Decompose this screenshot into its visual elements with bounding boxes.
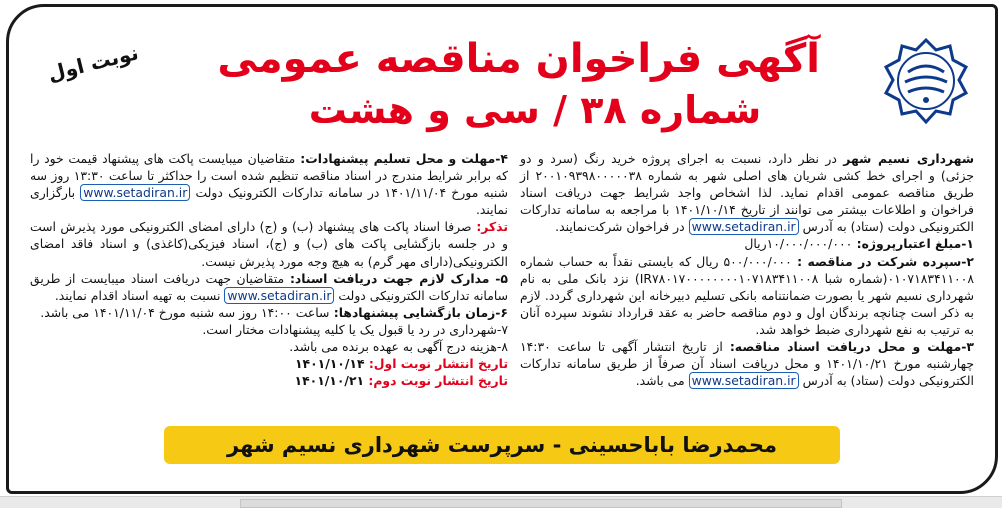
item-1 [520,235,974,252]
intro-text-end: در فراخوان شرکت‌نمایند. [555,219,689,235]
intro-text: در نظر دارد، نسبت به اجرای پروژه خرید رنگ (سرد و دو جزئی) و اجرای خط کشی شریان های اصلی شهر به شماره ۲۰۰۱۰۹۳۹۸۰۰۰۰۰۳۸ از طریق مناقصه عمومی اقدام نماید. لذا اشخاص واجد شرایط جهت دریافت اسناد فراخوان و اطلاعات بیشتر می توانند از تاریخ ۱۴۰۱/۱۰/۱۴ با مراجعه به سامانه تدارکات الکترونیکی دولت (ستاد) به آدرس [520,151,974,235]
item-5-heading: ۵- مدارک لازم جهت دریافت اسناد: [284,270,508,286]
item-4-text-end: بارگزاری نمایند. [30,185,508,218]
publish-date-2 [30,372,508,389]
notice-number: شماره ۳۸ / سی و هشت [308,88,762,132]
publish-date-2-label: تاریخ انتشار نوبت دوم: [364,373,508,389]
item-4-heading: ۴-مهلت و محل تسلیم پیشنهادات: [295,151,508,166]
item-1-heading: ۱-مبلغ اعتبارپروژه: [852,236,974,252]
item-4-text: متقاضیان میبایست پاکت های پیشنهاد قیمت خود را که برابر شرایط مندرج در اسناد مناقصه تنظیم شده است را حداکثر تا ساعت ۱۳:۳۰ روز سه شنبه مورخ ۱۴۰۱/۱۱/۰۴ در سامانه تدارکات الکترونیک دولت [30,151,509,201]
note-text: صرفا اسناد پاکت های پیشنهاد (ب) و (ج) دارای امضای الکترونیکی مورد پذیرش است و در جلسه بازگشایی پاکت های (ب) و (ج)، اسناد فیزیکی(کاغذی) و اسناد فاقد امضای الکترونیکی(دارای مهر گرم) به هیچ وجه مورد پذیرش نیست. [30,219,508,269]
municipality-logo [883,38,969,124]
setadiran-link[interactable]: www.setadiran.ir [689,372,799,389]
item-3-heading: ۳-مهلت و محل دریافت اسناد مناقصه: [722,339,974,355]
item-2 [520,253,974,338]
setadiran-link[interactable]: www.setadiran.ir [80,184,190,201]
item-6 [30,304,508,321]
item-5-text-end: نسبت به تهیه اسناد اقدام نمایند. [54,287,225,303]
publish-date-2-value: ۱۴۰۱/۱۰/۲۱ [294,373,365,389]
signature-banner: محمدرضا باباحسینی - سرپرست شهرداری نسیم شهر [164,426,840,464]
item-3-text: از تاریخ انتشار آگهی تا ساعت ۱۴:۳۰ چهارشنبه مورخ ۱۴۰۱/۱۰/۲۱ و محل دریافت اسناد آن صرفاً از طریق سامانه تدارکات الکترونیکی دولت (ستاد) به آدرس [520,339,974,389]
item-3 [520,338,974,389]
item-7: ۷-شهرداری در رد یا قبول یک یا کلیه پیشنهادات مختار است. [202,321,508,337]
left-column [30,150,508,389]
note [30,218,508,269]
publish-date-1 [30,355,508,372]
publish-date-1-label: تاریخ انتشار نوبت اول: [364,356,508,372]
intro-org: شهرداری نسیم شهر [843,151,975,166]
setadiran-link[interactable]: www.setadiran.ir [224,287,334,304]
item-6-text: ساعت ۱۴:۰۰ روز سه شنبه مورخ ۱۴۰۱/۱۱/۰۴ می باشد. [40,304,330,320]
publish-date-1-value: ۱۴۰۱/۱۰/۱۴ [294,356,365,372]
item-2-heading: ۲-سپرده شرکت در مناقصه : [791,253,974,269]
bottom-scrollbar[interactable] [0,496,1002,508]
item-6-heading: ۶-زمان بازگشایی پیشنهادها: [329,304,508,320]
item-5 [30,270,508,304]
item-8: ۸-هزینه درج آگهی به عهده برنده می باشد. [289,339,508,355]
note-heading: تذکر: [471,219,508,235]
item-1-text: ۱۰/۰۰۰/۰۰۰/۰۰۰ریال [744,236,853,252]
item-3-text-end: می باشد. [635,373,689,389]
item-4 [30,150,508,218]
setadiran-link[interactable]: www.setadiran.ir [689,218,799,235]
right-column [520,150,974,389]
item-2-text: ۵۰۰/۰۰۰/۰۰۰ ریال که بایستی نقداً به حساب شماره ۰۱۰۷۱۸۳۴۱۱۰۰۸(شماره شبا IR۷۸۰۱۷۰۰۰۰۰۰۰۰۱۰۷۱۸۳۴۱۱۰۰۸) نزد بانک ملی به نام شهرداری نسیم شهر یا بصورت ضمانتنامه بانکی تسلیم دبیرخانه این شهرداری گردد. لازم به ذکر است چنانچه برندگان اول و دوم مناقصه حاضر به عقد قرارداد نشوند سپرده آنان به ترتیب به نفع شهرداری ضبط خواهد شد. [520,253,974,337]
notice-title: آگهی فراخوان مناقصه عمومی [217,36,820,82]
intro-paragraph [520,150,974,235]
item-5-text: متقاضیان جهت دریافت اسناد میبایست از طریق سامانه تدارکات الکترونیکی دولت [30,270,508,303]
round-badge: نوبت اول [45,40,141,86]
